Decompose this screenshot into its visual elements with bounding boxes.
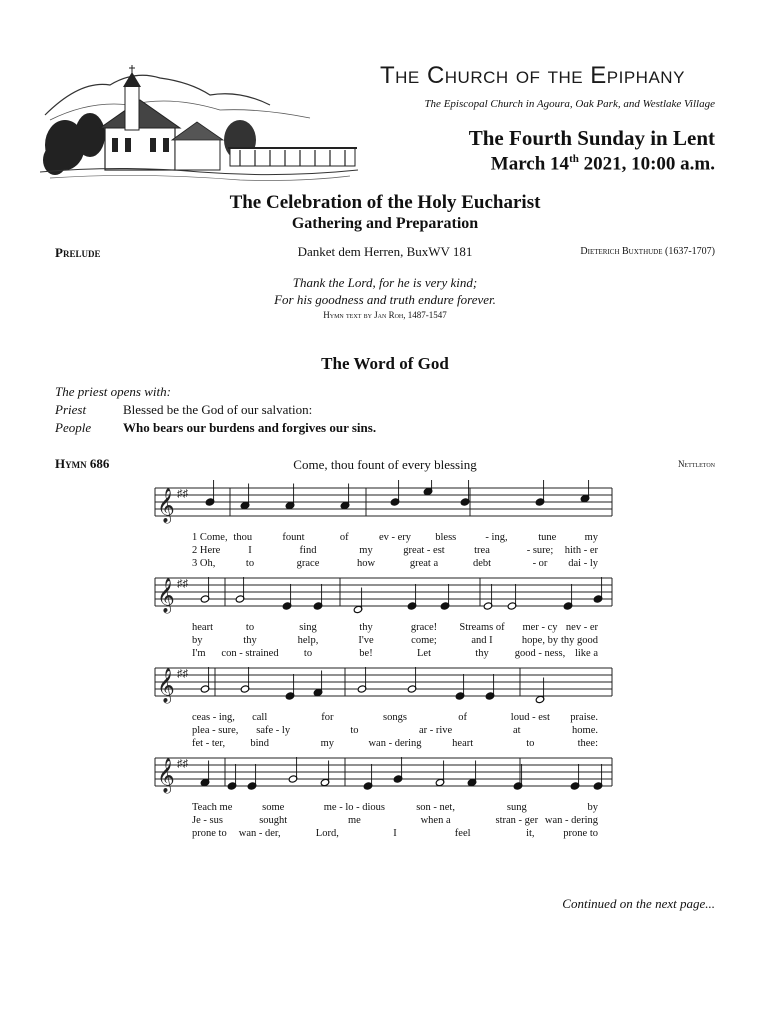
lyric-syllable: wan - der,: [238, 828, 281, 839]
prelude-credit: Hymn text by Jan Roh, 1487-1547: [323, 310, 447, 320]
church-name: The Church of the Epiphany: [380, 62, 685, 89]
treble-clef-icon: 𝄞: [157, 579, 175, 612]
lyric-syllable: prone to: [563, 828, 598, 839]
lyric-syllable: me: [347, 815, 361, 826]
lyric-syllable: great - est: [403, 545, 445, 556]
hymn-title: Come, thou fount of every blessing: [293, 457, 477, 472]
lyric-syllable: stran - ger: [495, 815, 539, 826]
lyric-syllable: like a: [574, 648, 598, 659]
church-illustration: [40, 60, 360, 185]
hymn-label: Hymn 686: [55, 456, 110, 471]
key-signature-icon: ♯♯: [177, 578, 188, 590]
lyric-syllable: - or: [532, 558, 548, 569]
lyric-syllable: to: [245, 622, 255, 633]
lyric-syllable: to: [245, 558, 255, 569]
lyric-syllable: home.: [572, 725, 598, 736]
lyric-syllable: ceas - ing,: [192, 712, 235, 723]
lyric-syllable: hope, by: [521, 635, 559, 646]
lyric-syllable: when a: [420, 815, 451, 826]
lyric-syllable: of: [458, 712, 468, 723]
lyric-syllable: Streams of: [459, 622, 505, 633]
treble-clef-icon: 𝄞: [157, 759, 175, 792]
lyric-syllable: loud - est: [510, 712, 550, 723]
lyric-syllable: - sure;: [526, 545, 554, 556]
section-subtitle: Gathering and Preparation: [291, 215, 479, 232]
lyric-syllable: fet - ter,: [192, 738, 226, 749]
lyric-syllable: safe - ly: [256, 725, 291, 736]
lyric-syllable: Je - sus: [192, 815, 223, 826]
lyric-syllable: bind: [250, 738, 270, 749]
lyric-syllable: wan - dering: [368, 738, 422, 749]
lyric-syllable: my: [359, 545, 373, 556]
lyric-syllable: ev - ery: [378, 532, 412, 543]
lyric-syllable: plea - sure,: [192, 725, 239, 736]
key-signature-icon: ♯♯: [177, 668, 188, 680]
lyric-syllable: prone to: [192, 828, 227, 839]
lyric-syllable: come;: [411, 635, 437, 646]
priest-intro: The priest opens with:: [55, 384, 171, 399]
prelude-title: Danket dem Herren, BuxWV 181: [297, 244, 473, 259]
lyric-syllable: songs: [383, 712, 407, 723]
lyric-syllable: I: [393, 828, 397, 839]
lyric-syllable: grace: [296, 558, 320, 569]
lyric-syllable: thou: [233, 532, 253, 543]
section-title: The Celebration of the Holy Eucharist: [229, 192, 541, 213]
lyric-syllable: it,: [526, 828, 535, 839]
lyric-syllable: thy: [243, 635, 257, 646]
lyric-syllable: thee:: [577, 738, 598, 749]
people-line: Who bears our burdens and forgives our sins.: [123, 420, 377, 435]
lyric-syllable: feel: [454, 828, 471, 839]
lyric-syllable: trea: [474, 545, 490, 556]
lyric-syllable: thy good: [560, 635, 598, 646]
lyric-syllable: good - ness,: [514, 648, 566, 659]
lyric-syllable: hith - er: [564, 545, 598, 556]
lyric-syllable: 1 Come,: [192, 532, 228, 543]
lyric-syllable: I: [248, 545, 252, 556]
prelude-label: Prelude: [55, 245, 101, 260]
lyric-syllable: sing: [299, 622, 317, 633]
lyric-syllable: dai - ly: [568, 558, 598, 569]
prelude-quote-line1: Thank the Lord, for he is very kind;: [292, 275, 478, 290]
lyric-syllable: nev - er: [565, 622, 598, 633]
treble-clef-icon: 𝄞: [157, 489, 175, 522]
lyric-syllable: fount: [282, 532, 305, 543]
lyric-syllable: sung: [506, 802, 527, 813]
lyric-syllable: Lord,: [315, 828, 339, 839]
priest-line: Blessed be the God of our salvation:: [123, 402, 313, 417]
lyric-syllable: thy: [359, 622, 373, 633]
lyric-syllable: thy: [475, 648, 489, 659]
lyric-syllable: call: [252, 712, 268, 723]
lyric-syllable: I'm: [192, 648, 206, 659]
lyric-syllable: mer - cy: [522, 622, 558, 633]
lyric-syllable: me - lo - dious: [323, 802, 386, 813]
lyric-syllable: Teach me: [192, 802, 233, 813]
hymn-score: [0, 480, 770, 860]
lyric-syllable: con - strained: [221, 648, 279, 659]
lyric-syllable: great a: [409, 558, 439, 569]
lyric-syllable: by: [192, 635, 203, 646]
lyric-syllable: I've: [358, 635, 374, 646]
lyric-syllable: to: [303, 648, 313, 659]
lyric-syllable: son - net,: [416, 802, 455, 813]
lyric-syllable: for: [321, 712, 334, 723]
hymn-tune: Nettleton: [677, 459, 715, 469]
lyric-syllable: be!: [359, 648, 373, 659]
lyric-syllable: 3 Oh,: [192, 558, 216, 569]
service-datetime: March 14th 2021, 10:00 a.m.: [490, 153, 715, 175]
lyric-syllable: bless: [435, 532, 457, 543]
lyric-syllable: heart: [192, 622, 213, 633]
lyric-syllable: to: [350, 725, 359, 736]
lyric-syllable: to: [526, 738, 535, 749]
lyric-syllable: some: [262, 802, 285, 813]
lyric-syllable: - ing,: [485, 532, 508, 543]
continued-note: Continued on the next page...: [562, 896, 715, 911]
lyric-syllable: how: [356, 558, 376, 569]
priest-role: Priest: [55, 402, 87, 417]
lyric-syllable: at: [513, 725, 521, 736]
lyric-syllable: praise.: [570, 712, 598, 723]
lyric-syllable: Let: [417, 648, 431, 659]
lyric-syllable: sought: [259, 815, 288, 826]
lyric-syllable: wan - dering: [544, 815, 598, 826]
lyric-syllable: grace!: [410, 622, 438, 633]
church-subtitle: The Episcopal Church in Agoura, Oak Park, and Westlake Village: [424, 98, 715, 110]
lyric-syllable: ar - rive: [418, 725, 453, 736]
prelude-quote-line2: For his goodness and truth endure forever.: [274, 292, 496, 307]
service-sunday: The Fourth Sunday in Lent: [468, 126, 715, 150]
key-signature-icon: ♯♯: [177, 488, 188, 500]
lyric-syllable: my: [584, 532, 598, 543]
lyric-syllable: my: [320, 738, 335, 749]
lyric-syllable: help,: [297, 635, 319, 646]
lyric-syllable: tune: [538, 532, 557, 543]
lyric-syllable: 2 Here: [192, 545, 221, 556]
lyric-syllable: debt: [472, 558, 492, 569]
prelude-composer: Dieterich Buxthude (1637-1707): [580, 246, 715, 257]
lyric-syllable: and I: [471, 635, 493, 646]
word-of-god-title: The Word of God: [321, 354, 449, 373]
lyric-syllable: find: [299, 545, 317, 556]
lyric-syllable: of: [339, 532, 349, 543]
treble-clef-icon: 𝄞: [157, 669, 175, 702]
key-signature-icon: ♯♯: [177, 758, 188, 770]
people-role: People: [55, 420, 92, 435]
lyric-syllable: heart: [452, 738, 474, 749]
lyric-syllable: by: [587, 802, 598, 813]
